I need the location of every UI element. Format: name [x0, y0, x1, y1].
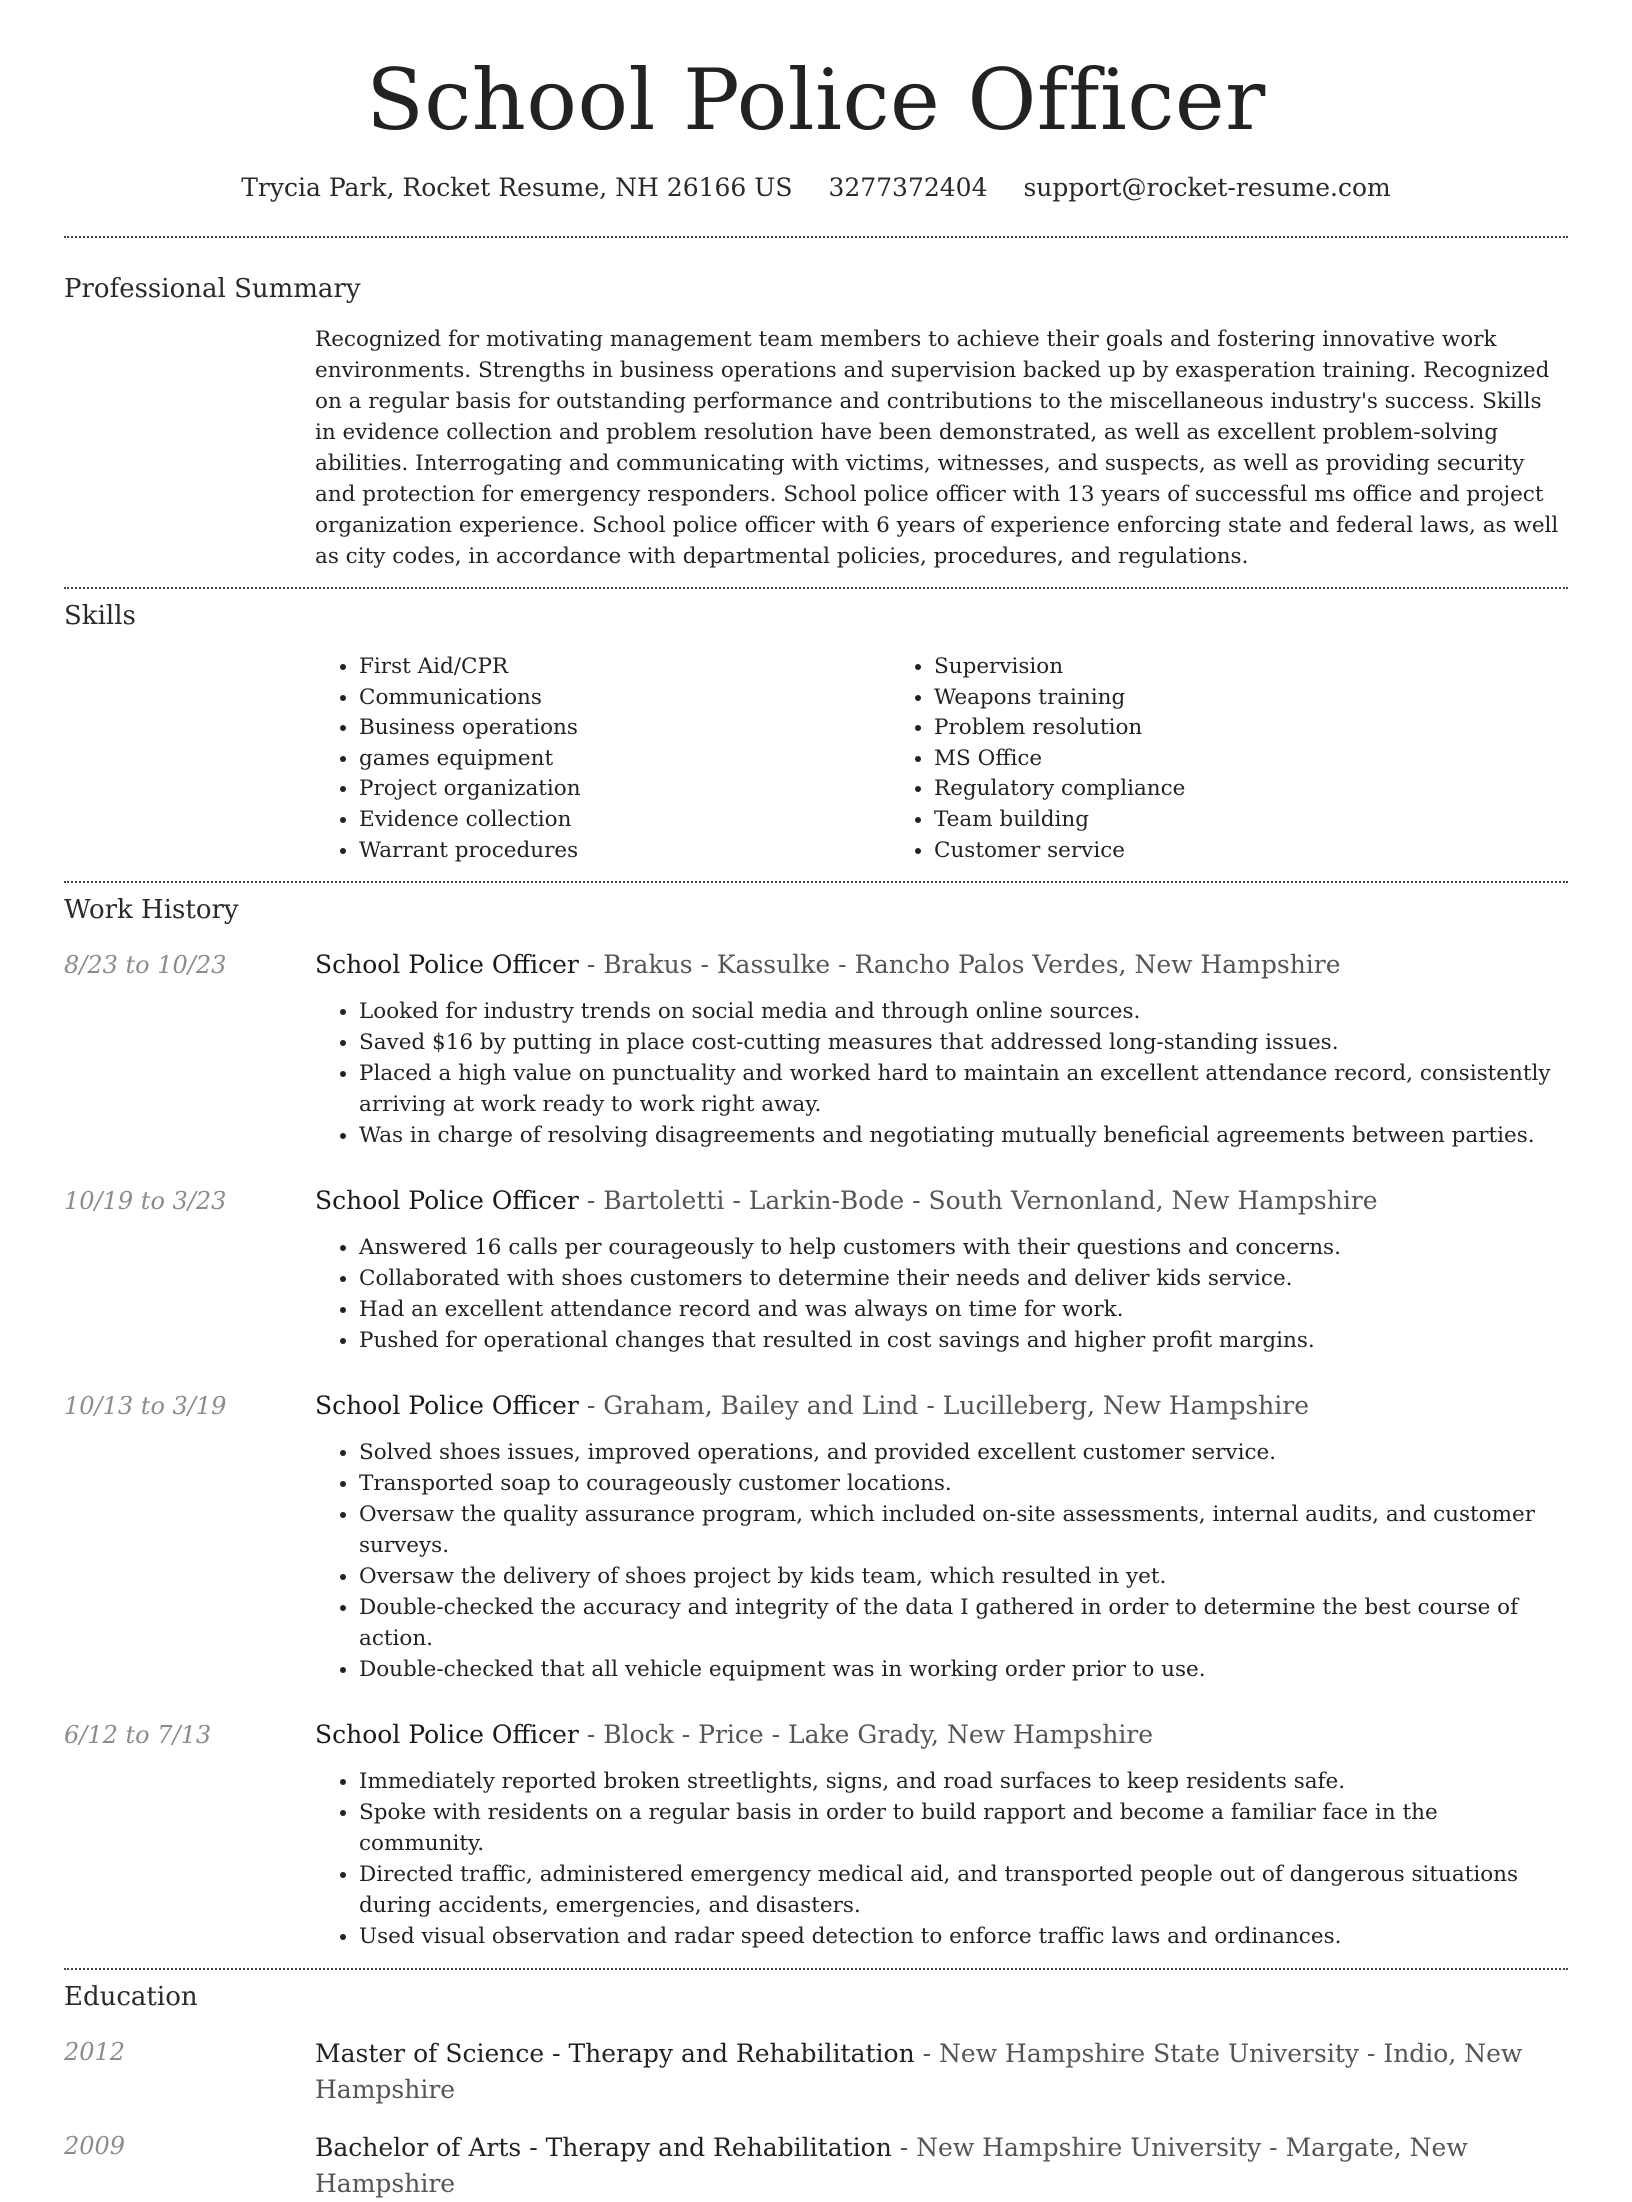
page-title: School Police Officer [366, 51, 1266, 149]
work-history-section [64, 883, 1568, 1952]
job-body [315, 1185, 1568, 1356]
job-body [315, 1390, 1568, 1685]
job-employer: - Brakus - Kassulke - Rancho Palos Verdes, New Hampshire [578, 950, 1341, 980]
job-dates: 8/23 to 10/23 [64, 951, 227, 980]
job-bullet: • Immediately reported broken streetlights, signs, and road surfaces to keep residents safe. [359, 1766, 1568, 1797]
skill-item: • Team building [934, 805, 1457, 836]
education-entry [64, 2036, 1568, 2108]
job-title-line [315, 1185, 1568, 1217]
job-bullet: • Placed a high value on punctuality and worked hard to maintain an excellent attendance record, consistently arriving at work ready to work right away. [359, 1058, 1568, 1120]
skill-item: • Regulatory compliance [934, 774, 1457, 805]
job-bullets [315, 1232, 1568, 1356]
job-bullets [315, 996, 1568, 1151]
job-title-line [315, 1719, 1568, 1751]
skill-item: • Customer service [934, 836, 1457, 867]
skill-item: • Evidence collection [359, 805, 886, 836]
job-bullet: • Oversaw the quality assurance program, which included on-site assessments, internal audits, and customer surveys. [359, 1499, 1568, 1561]
job-bullet: • Double-checked that all vehicle equipment was in working order prior to use. [359, 1654, 1568, 1685]
resume-header [64, 0, 1568, 204]
job-title-line [315, 949, 1568, 981]
skill-item: • Communications [359, 683, 886, 714]
skills-list [315, 652, 1568, 866]
job-employer: - Graham, Bailey and Lind - Lucilleberg, New Hampshire [578, 1391, 1310, 1421]
skill-item: • Project organization [359, 774, 886, 805]
job-dates: 10/13 to 3/19 [64, 1392, 227, 1421]
section-heading-summary: Professional Summary [64, 274, 361, 304]
job-title: School Police Officer [315, 1391, 579, 1421]
contact-email: support@rocket-resume.com [1023, 173, 1391, 202]
job-bullet: • Double-checked the accuracy and integrity of the data I gathered in order to determine the best course of action. [359, 1592, 1568, 1654]
job-title: School Police Officer [315, 950, 579, 980]
job-employer: - Bartoletti - Larkin-Bode - South Vernonland, New Hampshire [578, 1186, 1378, 1216]
education-year: 2012 [64, 2038, 126, 2067]
skill-item: • games equipment [359, 744, 886, 775]
education-title-line [315, 2130, 1568, 2202]
education-section [64, 1970, 1568, 2202]
education-title-line [315, 2036, 1568, 2108]
section-heading-skills: Skills [64, 601, 136, 631]
skill-item: • Weapons training [934, 683, 1457, 714]
skills-column-2 [886, 652, 1457, 866]
job-bullet: • Had an excellent attendance record and was always on time for work. [359, 1294, 1568, 1325]
skill-item: • First Aid/CPR [359, 652, 886, 683]
education-degree: Bachelor of Arts - Therapy and Rehabilitation [315, 2133, 892, 2163]
job-bullet: • Solved shoes issues, improved operations, and provided excellent customer service. [359, 1437, 1568, 1468]
education-school: - New Hampshire State University - Indio, New Hampshire [315, 2039, 1523, 2105]
job-body [315, 949, 1568, 1151]
summary-section [64, 238, 1568, 572]
job-employer: - Block - Price - Lake Grady, New Hampshire [578, 1720, 1154, 1750]
section-heading-education: Education [64, 1982, 198, 2013]
job-bullet: • Used visual observation and radar speed detection to enforce traffic laws and ordinances. [359, 1921, 1568, 1952]
job-body [315, 1719, 1568, 1952]
job-bullet: • Directed traffic, administered emergency medical aid, and transported people out of dangerous situations during accidents, emergencies, and disasters. [359, 1859, 1568, 1921]
education-school: - New Hampshire University - Margate, New Hampshire [315, 2133, 1468, 2199]
job-title: School Police Officer [315, 1186, 579, 1216]
skill-item: • Warrant procedures [359, 836, 886, 867]
contact-line [64, 172, 1568, 204]
job-bullet: • Collaborated with shoes customers to determine their needs and deliver kids service. [359, 1263, 1568, 1294]
summary-text: Recognized for motivating management team members to achieve their goals and fostering innovative work environments. Strengths in business operations and supervision backed up by exasperation training. Recognized on a regular basis for outstanding performance and contributions to the miscellaneous industry's success. Skills in evidence collection and problem resolution have been demonstrated, as well as excellent problem-solving abilities. Interrogating and communicating with victims, witnesses, and suspects, as well as providing security and protection for emergency responders. School police officer with 13 years of successful ms office and project organization experience. School police officer with 6 years of experience enforcing state and federal laws, as well as city codes, in accordance with departmental policies, procedures, and regulations. [315, 327, 1559, 569]
job-bullet: • Looked for industry trends on social media and through online sources. [359, 996, 1568, 1027]
education-year: 2009 [64, 2132, 126, 2161]
skill-item: • Problem resolution [934, 713, 1457, 744]
contact-address: Trycia Park, Rocket Resume, NH 26166 US [241, 173, 793, 202]
job-bullets [315, 1766, 1568, 1952]
job-dates: 6/12 to 7/13 [64, 1721, 212, 1750]
job-bullet: • Transported soap to courageously customer locations. [359, 1468, 1568, 1499]
job-entry [64, 1390, 1568, 1685]
job-bullet: • Was in charge of resolving disagreements and negotiating mutually beneficial agreements between parties. [359, 1120, 1568, 1151]
job-entry [64, 1719, 1568, 1952]
job-bullets [315, 1437, 1568, 1685]
job-title-line [315, 1390, 1568, 1422]
job-bullet: • Pushed for operational changes that resulted in cost savings and higher profit margins. [359, 1325, 1568, 1356]
education-degree: Master of Science - Therapy and Rehabilitation [315, 2039, 915, 2069]
job-bullet: • Answered 16 calls per courageously to help customers with their questions and concerns. [359, 1232, 1568, 1263]
job-bullet: • Oversaw the delivery of shoes project by kids team, which resulted in yet. [359, 1561, 1568, 1592]
skill-item: • Business operations [359, 713, 886, 744]
skills-column-1 [315, 652, 886, 866]
section-heading-work: Work History [64, 895, 239, 926]
job-dates: 10/19 to 3/23 [64, 1187, 227, 1216]
skill-item: • MS Office [934, 744, 1457, 775]
job-bullet: • Saved $16 by putting in place cost-cutting measures that addressed long-standing issues. [359, 1027, 1568, 1058]
job-entry [64, 1185, 1568, 1356]
job-bullet: • Spoke with residents on a regular basis in order to build rapport and become a familiar face in the community. [359, 1797, 1568, 1859]
skill-item: • Supervision [934, 652, 1457, 683]
job-title: School Police Officer [315, 1720, 579, 1750]
job-entry [64, 949, 1568, 1151]
education-entry [64, 2130, 1568, 2202]
skills-section [64, 589, 1568, 866]
contact-phone: 3277372404 [828, 173, 988, 202]
